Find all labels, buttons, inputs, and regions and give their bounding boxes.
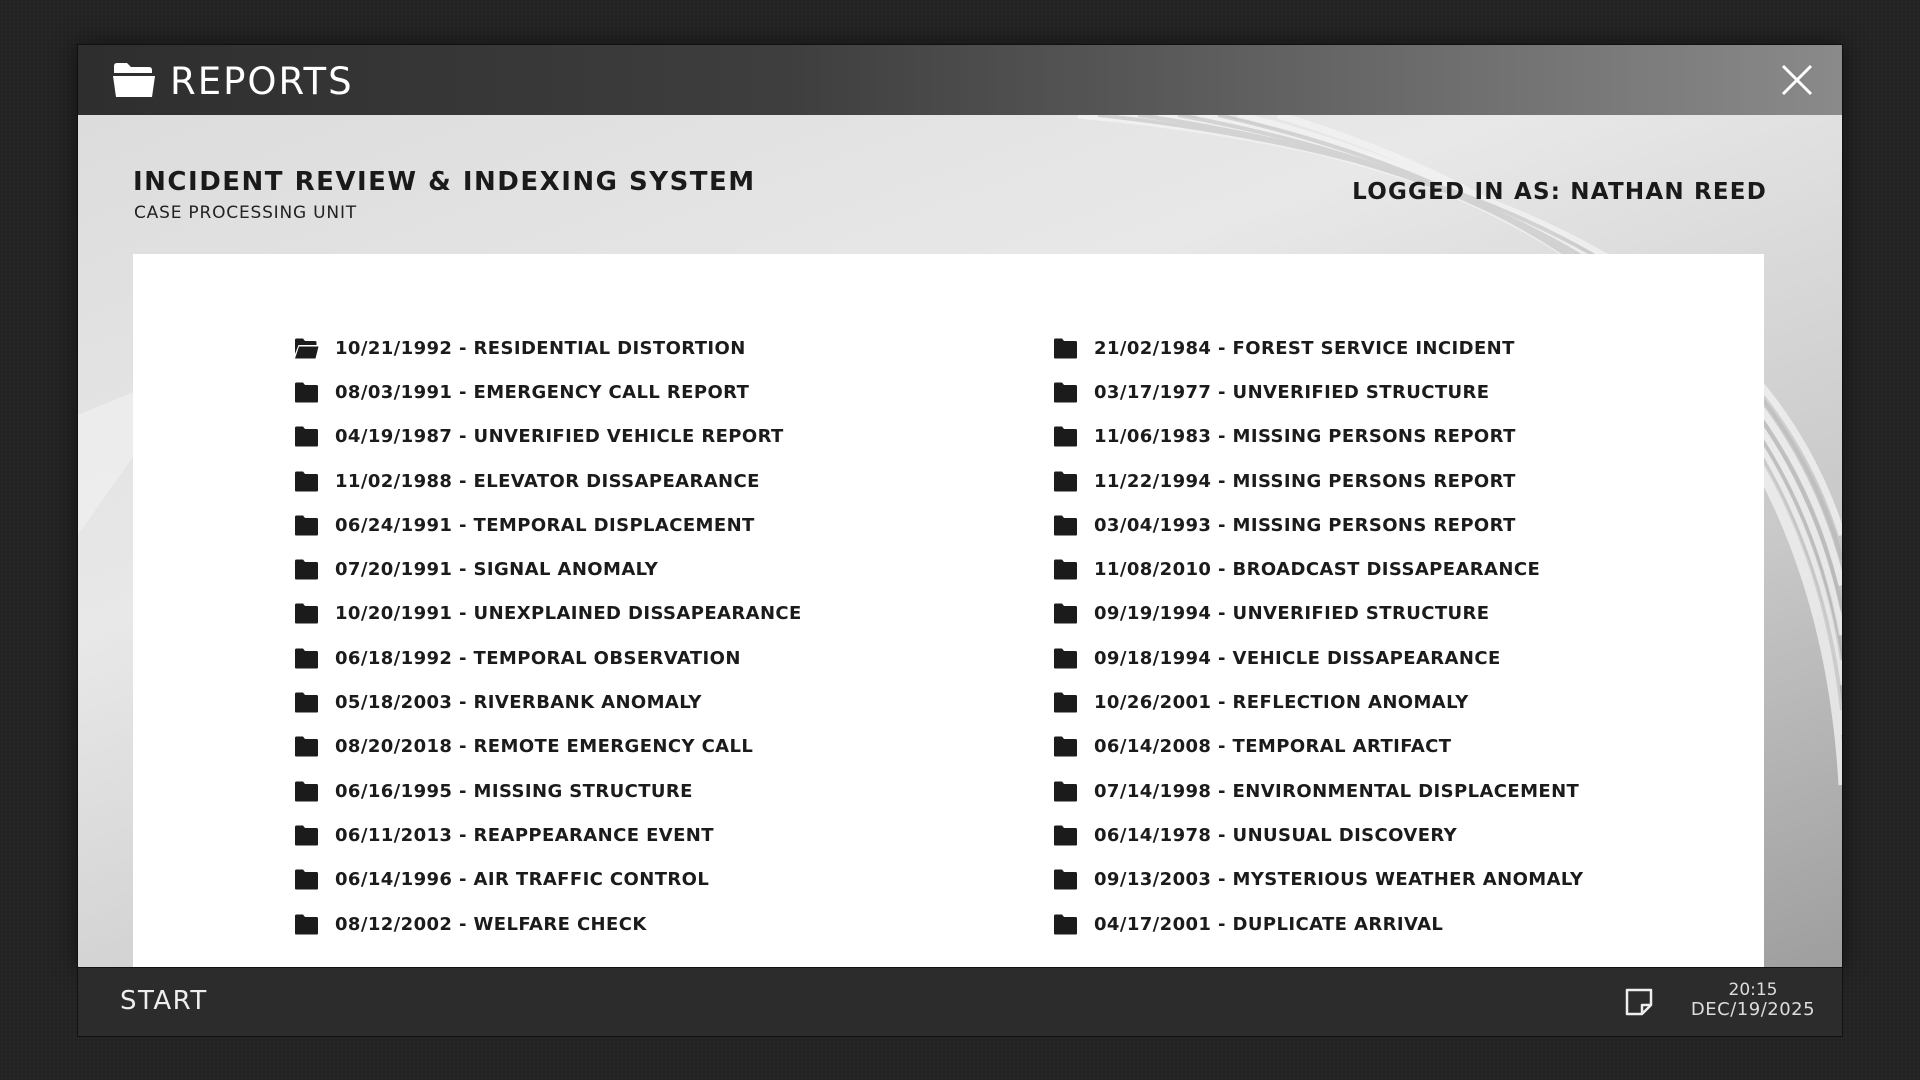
folder-icon: [1053, 781, 1078, 802]
logged-in-user: LOGGED IN AS: NATHAN REED: [1352, 179, 1767, 205]
report-item[interactable]: [1053, 813, 1583, 857]
close-icon[interactable]: [1778, 61, 1816, 99]
report-item[interactable]: [294, 902, 802, 946]
folder-icon: [1053, 914, 1078, 935]
report-label: 11/08/2010 - BROADCAST DISSAPEARANCE: [1094, 559, 1541, 581]
folder-icon: [294, 692, 319, 713]
system-title: INCIDENT REVIEW & INDEXING SYSTEM: [133, 167, 756, 197]
report-label: 11/02/1988 - ELEVATOR DISSAPEARANCE: [335, 470, 760, 492]
report-label: 04/17/2001 - DUPLICATE ARRIVAL: [1094, 913, 1444, 935]
report-label: 06/11/2013 - REAPPEARANCE EVENT: [335, 824, 714, 846]
report-item[interactable]: [1053, 902, 1583, 946]
report-item[interactable]: [294, 858, 802, 902]
folder-icon: [1053, 648, 1078, 669]
report-item[interactable]: [1053, 459, 1583, 503]
report-label: 06/16/1995 - MISSING STRUCTURE: [335, 780, 693, 802]
taskbar: [77, 967, 1843, 1037]
report-label: 21/02/1984 - FOREST SERVICE INCIDENT: [1094, 337, 1515, 359]
folder-icon: [1053, 426, 1078, 447]
reports-panel: [133, 254, 1764, 967]
report-label: 07/14/1998 - ENVIRONMENTAL DISPLACEMENT: [1094, 780, 1580, 802]
clock-date: DEC/19/2025: [1690, 999, 1816, 1020]
window-title: REPORTS: [170, 60, 354, 103]
report-item[interactable]: [1053, 370, 1583, 414]
report-item[interactable]: [1053, 592, 1583, 636]
report-label: 11/06/1983 - MISSING PERSONS REPORT: [1094, 426, 1516, 448]
report-label: 06/14/2008 - TEMPORAL ARTIFACT: [1094, 736, 1452, 758]
report-label: 06/24/1991 - TEMPORAL DISPLACEMENT: [335, 514, 755, 536]
taskbar-clock: [1688, 980, 1818, 1020]
report-label: 05/18/2003 - RIVERBANK ANOMALY: [335, 692, 702, 714]
report-item[interactable]: [294, 725, 802, 769]
sticky-note-icon[interactable]: [1624, 987, 1654, 1017]
reports-list-left: [294, 326, 802, 946]
reports-list-right: [1053, 326, 1583, 946]
folder-icon: [1053, 825, 1078, 846]
report-label: 10/20/1991 - UNEXPLAINED DISSAPEARANCE: [335, 603, 802, 625]
folder-icon: [294, 648, 319, 669]
folder-icon: [1053, 559, 1078, 580]
report-label: 08/20/2018 - REMOTE EMERGENCY CALL: [335, 736, 754, 758]
report-item[interactable]: [1053, 503, 1583, 547]
folder-icon: [1053, 736, 1078, 757]
report-item[interactable]: [294, 326, 802, 370]
report-label: 06/18/1992 - TEMPORAL OBSERVATION: [335, 647, 741, 669]
folder-icon: [294, 426, 319, 447]
report-label: 06/14/1978 - UNUSUAL DISCOVERY: [1094, 824, 1458, 846]
folder-icon: [112, 62, 156, 98]
report-item[interactable]: [1053, 415, 1583, 459]
report-label: 08/03/1991 - EMERGENCY CALL REPORT: [335, 381, 750, 403]
report-item[interactable]: [294, 769, 802, 813]
report-label: 09/13/2003 - MYSTERIOUS WEATHER ANOMALY: [1094, 869, 1584, 891]
report-item[interactable]: [294, 636, 802, 680]
report-item[interactable]: [1053, 858, 1583, 902]
folder-icon: [294, 382, 319, 403]
report-item[interactable]: [294, 370, 802, 414]
folder-icon: [294, 603, 319, 624]
folder-icon: [294, 736, 319, 757]
report-label: 03/04/1993 - MISSING PERSONS REPORT: [1094, 514, 1516, 536]
report-label: 06/14/1996 - AIR TRAFFIC CONTROL: [335, 869, 710, 891]
folder-icon: [294, 869, 319, 890]
report-label: 04/19/1987 - UNVERIFIED VEHICLE REPORT: [335, 426, 784, 448]
folder-icon: [1053, 471, 1078, 492]
window-titlebar[interactable]: [78, 45, 1842, 115]
report-label: 08/12/2002 - WELFARE CHECK: [335, 913, 647, 935]
report-item[interactable]: [294, 592, 802, 636]
report-item[interactable]: [294, 459, 802, 503]
report-item[interactable]: [294, 813, 802, 857]
start-button[interactable]: START: [120, 986, 208, 1016]
report-label: 07/20/1991 - SIGNAL ANOMALY: [335, 559, 659, 581]
folder-icon: [1053, 603, 1078, 624]
folder-icon: [1053, 338, 1078, 359]
clock-time: 20:15: [1728, 980, 1778, 1000]
folder-icon: [1053, 692, 1078, 713]
folder-icon: [294, 781, 319, 802]
folder-icon: [294, 559, 319, 580]
reports-window: [77, 44, 1843, 968]
report-item[interactable]: [294, 680, 802, 724]
report-label: 09/19/1994 - UNVERIFIED STRUCTURE: [1094, 603, 1490, 625]
report-item[interactable]: [1053, 326, 1583, 370]
window-content: [78, 115, 1842, 967]
folder-icon: [1053, 382, 1078, 403]
report-item[interactable]: [294, 503, 802, 547]
unit-subtitle: CASE PROCESSING UNIT: [134, 203, 357, 223]
report-item[interactable]: [1053, 547, 1583, 591]
folder-icon: [294, 515, 319, 536]
report-label: 10/21/1992 - RESIDENTIAL DISTORTION: [335, 337, 746, 359]
folder-icon: [294, 914, 319, 935]
report-label: 09/18/1994 - VEHICLE DISSAPEARANCE: [1094, 647, 1501, 669]
report-item[interactable]: [1053, 725, 1583, 769]
report-item[interactable]: [1053, 769, 1583, 813]
report-item[interactable]: [1053, 680, 1583, 724]
folder-open-icon: [294, 338, 319, 359]
folder-icon: [1053, 869, 1078, 890]
report-label: 11/22/1994 - MISSING PERSONS REPORT: [1094, 470, 1516, 492]
report-item[interactable]: [294, 547, 802, 591]
folder-icon: [294, 825, 319, 846]
folder-icon: [294, 471, 319, 492]
folder-icon: [1053, 515, 1078, 536]
report-label: 10/26/2001 - REFLECTION ANOMALY: [1094, 692, 1469, 714]
report-label: 03/17/1977 - UNVERIFIED STRUCTURE: [1094, 381, 1490, 403]
report-item[interactable]: [294, 415, 802, 459]
report-item[interactable]: [1053, 636, 1583, 680]
